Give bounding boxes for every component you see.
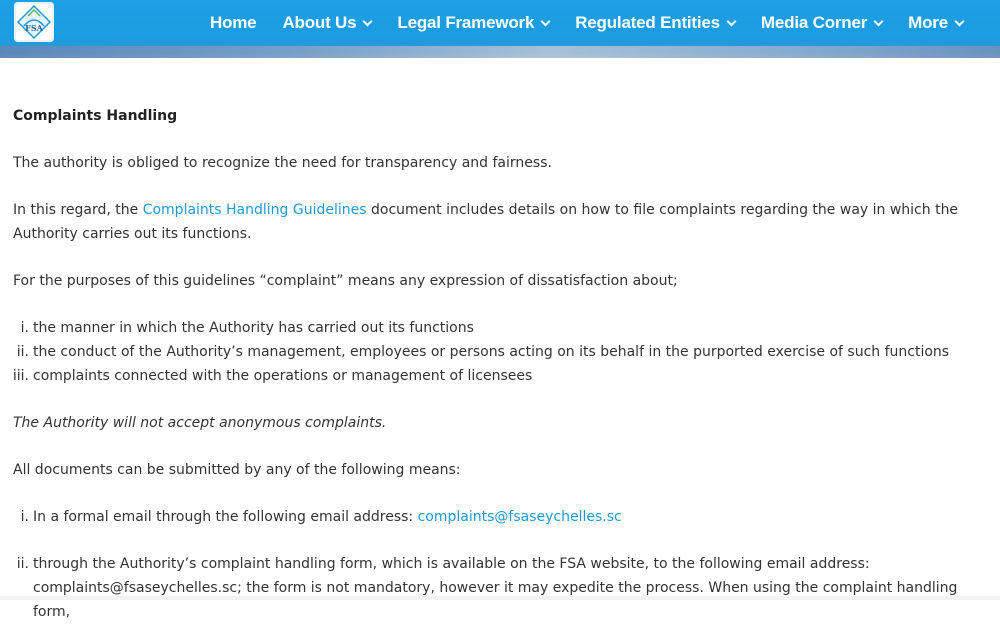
nav-media-corner-label: Media Corner [760, 13, 868, 32]
intro-paragraph: The authority is obliged to recognize the need for transparency and fairness. [13, 155, 552, 171]
top-navbar [0, 0, 1000, 58]
main-content [13, 100, 988, 624]
list-item-text: the manner in which the Authority has carried out its functions [33, 320, 474, 336]
complaints-guidelines-link[interactable]: Complaints Handling Guidelines [142, 202, 367, 218]
list-item-text: through the Authority’s complaint handling form, which is available on the FSA website, to the following email address: complaints@fsaseychelles.sc; the form is not mandatory, however it may expedite the process. When using the complaint handling form, [33, 556, 958, 620]
guidelines-text-before: In this regard, the [13, 202, 143, 218]
nav-media-corner[interactable] [761, 13, 882, 33]
list-item-number: ii. [16, 344, 29, 360]
list-item [13, 364, 988, 388]
submission-means-list [13, 505, 988, 529]
nav-legal-framework-label: Legal Framework [397, 13, 535, 32]
list-item-number: i. [20, 509, 29, 525]
nav-more-label: More [908, 13, 948, 32]
list-item [13, 340, 988, 364]
nav-about-us[interactable] [282, 13, 371, 33]
chevron-down-icon [874, 17, 884, 27]
fsa-logo-icon [16, 4, 52, 40]
list-item [13, 316, 988, 340]
list-item-text: In a formal email through the following email address: [33, 509, 418, 525]
chevron-down-icon [726, 17, 736, 27]
nav-home-label: Home [210, 13, 257, 32]
nav-legal-framework[interactable] [397, 13, 549, 33]
nav-about-us-label: About Us [282, 13, 357, 32]
list-item-text: complaints connected with the operations or management of licensees [33, 368, 533, 384]
svg-text:FSA: FSA [25, 23, 43, 33]
nav-regulated-entities-label: Regulated Entities [575, 13, 720, 32]
list-item-number: i. [20, 320, 29, 336]
list-item-number: iii. [12, 368, 29, 384]
list-item-text: the conduct of the Authority’s management, employees or persons acting on its behalf in the purported exercise of such functions [33, 344, 950, 360]
chevron-down-icon [955, 17, 965, 27]
guidelines-paragraph [13, 198, 988, 246]
list-item [13, 505, 988, 529]
chevron-down-icon [363, 17, 373, 27]
anonymous-note: The Authority will not accept anonymous complaints. [13, 415, 387, 431]
chevron-down-icon [541, 17, 551, 27]
submission-paragraph: All documents can be submitted by any of the following means: [13, 462, 461, 478]
complaints-email-link[interactable]: complaints@fsaseychelles.sc [417, 509, 622, 525]
list-item [13, 552, 988, 624]
fsa-logo[interactable] [14, 2, 54, 42]
nav-more[interactable] [908, 13, 963, 33]
nav-regulated-entities[interactable] [575, 13, 735, 33]
definition-paragraph: For the purposes of this guidelines “complaint” means any expression of dissatisfaction about; [13, 273, 678, 289]
page-heading: Complaints Handling [13, 108, 178, 124]
nav-home[interactable] [210, 13, 256, 33]
guidelines-text-after: document includes details on how to file complaints regarding the way in which the Authority carries out its functions. [13, 202, 959, 242]
list-item-number: ii. [16, 556, 29, 572]
complaint-types-list [13, 316, 988, 388]
main-nav [210, 0, 989, 46]
submission-means-list-continued [13, 552, 988, 624]
page-bottom-border [0, 596, 1000, 600]
